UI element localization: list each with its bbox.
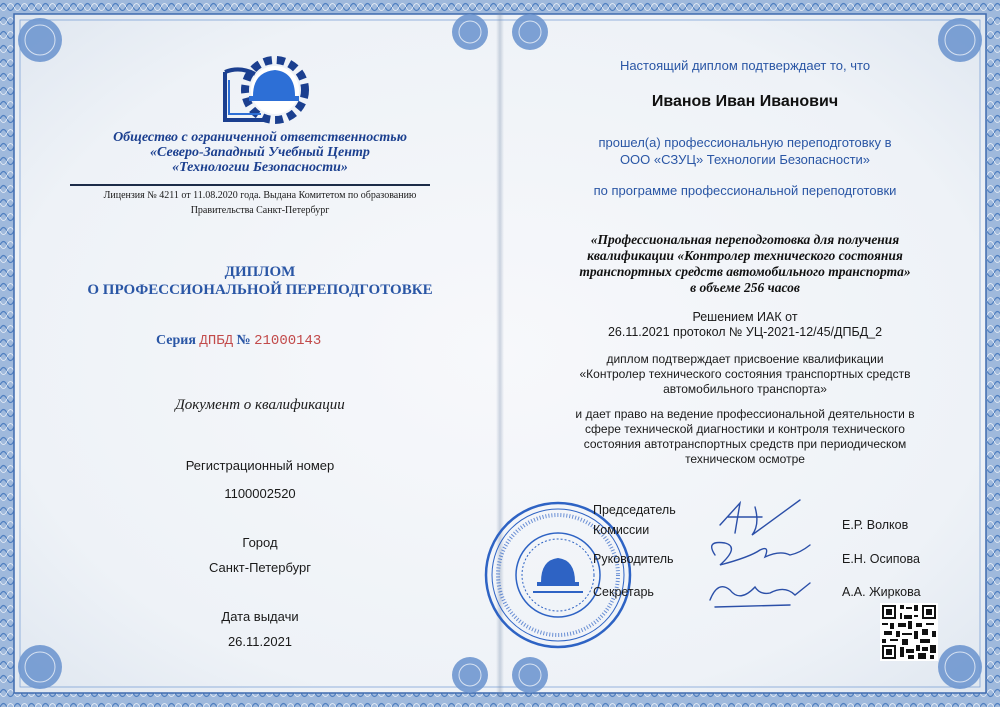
title-line: ДИПЛОМ: [224, 264, 296, 280]
confirm-text: Настоящий диплом подтверждает то, что: [619, 58, 871, 73]
passed-line: прошел(а) профессиональную переподготовку в: [598, 135, 892, 150]
license-line: Лицензия № 4211 от 11.08.2020 года. Выдана Комитетом по образованию: [103, 190, 417, 201]
secretary-person: А.А. Жиркова: [842, 585, 921, 599]
title-line: О ПРОФЕССИОНАЛЬНОЙ ПЕРЕПОДГОТОВКЕ: [87, 282, 433, 298]
qualification-line: диплом подтверждает присвоение квалификации: [606, 352, 884, 366]
holder-name: Иванов Иван Иванович: [651, 93, 839, 110]
series-value: ДПБД: [199, 333, 234, 349]
program-line: в объеме 256 часов: [690, 280, 800, 295]
chairman-person: Е.Р. Волков: [842, 518, 909, 532]
org-line: «Северо-Западный Учебный Центр: [150, 145, 370, 160]
signature-chairman: [593, 500, 676, 540]
rights-line: техническом осмотре: [685, 452, 805, 466]
rights-line: и дает право на ведение профессиональной деятельности в: [575, 407, 915, 421]
org-line: «Технологии Безопасности»: [172, 160, 348, 175]
program-line: квалификации «Контролер технического состояния: [587, 248, 903, 263]
rights-text: [540, 407, 950, 467]
passed-line: ООО «СЗУЦ» Технологии Безопасности»: [619, 152, 871, 167]
qr-code-icon: [880, 603, 938, 661]
qualification-text: [540, 352, 950, 397]
signature-mark: [700, 495, 820, 620]
city-value: Санкт-Петербург: [209, 560, 311, 575]
organization-name: [60, 130, 460, 175]
series-number: [156, 333, 321, 349]
logo-helmet-gear-icon: [215, 52, 315, 134]
number-sign: №: [236, 333, 251, 348]
org-line: Общество с ограниченной ответственностью: [113, 130, 407, 145]
city-label: Город: [242, 535, 278, 550]
decision-line: Решением ИАК от: [692, 310, 798, 324]
decision-line: 26.11.2021 протокол № УЦ-2021-12/45/ДПБД_2: [607, 325, 883, 339]
decision-text: [540, 310, 950, 340]
license-line: Правительства Санкт-Петербург: [190, 205, 330, 216]
role-line: Комиссии: [593, 523, 650, 537]
divider: [70, 184, 430, 186]
rights-line: сфере технической диагностики и контроля технического: [585, 422, 905, 436]
signature-secretary: Секретарь: [593, 585, 654, 599]
issue-date-value: 26.11.2021: [227, 634, 293, 649]
program-title: [540, 232, 950, 296]
document-type: Документ о квалификации: [175, 397, 345, 413]
reg-number-value: 1100002520: [224, 486, 296, 501]
passed-text: [540, 134, 950, 168]
diploma-title: [60, 263, 460, 299]
role-line: Председатель: [593, 503, 676, 517]
series-label: Серия: [156, 333, 196, 348]
qualification-line: «Контролер технического состояния транспортных средств: [579, 367, 911, 381]
number-value: 21000143: [254, 333, 322, 349]
license-text: [60, 188, 460, 218]
signature-head: Руководитель: [593, 552, 674, 566]
head-person: Е.Н. Осипова: [842, 552, 920, 566]
qualification-line: автомобильного транспорта»: [663, 382, 827, 396]
left-page: [60, 0, 460, 707]
reg-number-label: Регистрационный номер: [185, 458, 335, 473]
program-label: по программе профессиональной переподготовки: [593, 183, 897, 198]
program-line: транспортных средств автомобильного транспорта»: [579, 264, 911, 279]
program-line: «Профессиональная переподготовка для получения: [590, 232, 900, 247]
issue-date-label: Дата выдачи: [221, 609, 299, 624]
rights-line: состояния автотранспортных средств при периодическом: [583, 437, 907, 451]
